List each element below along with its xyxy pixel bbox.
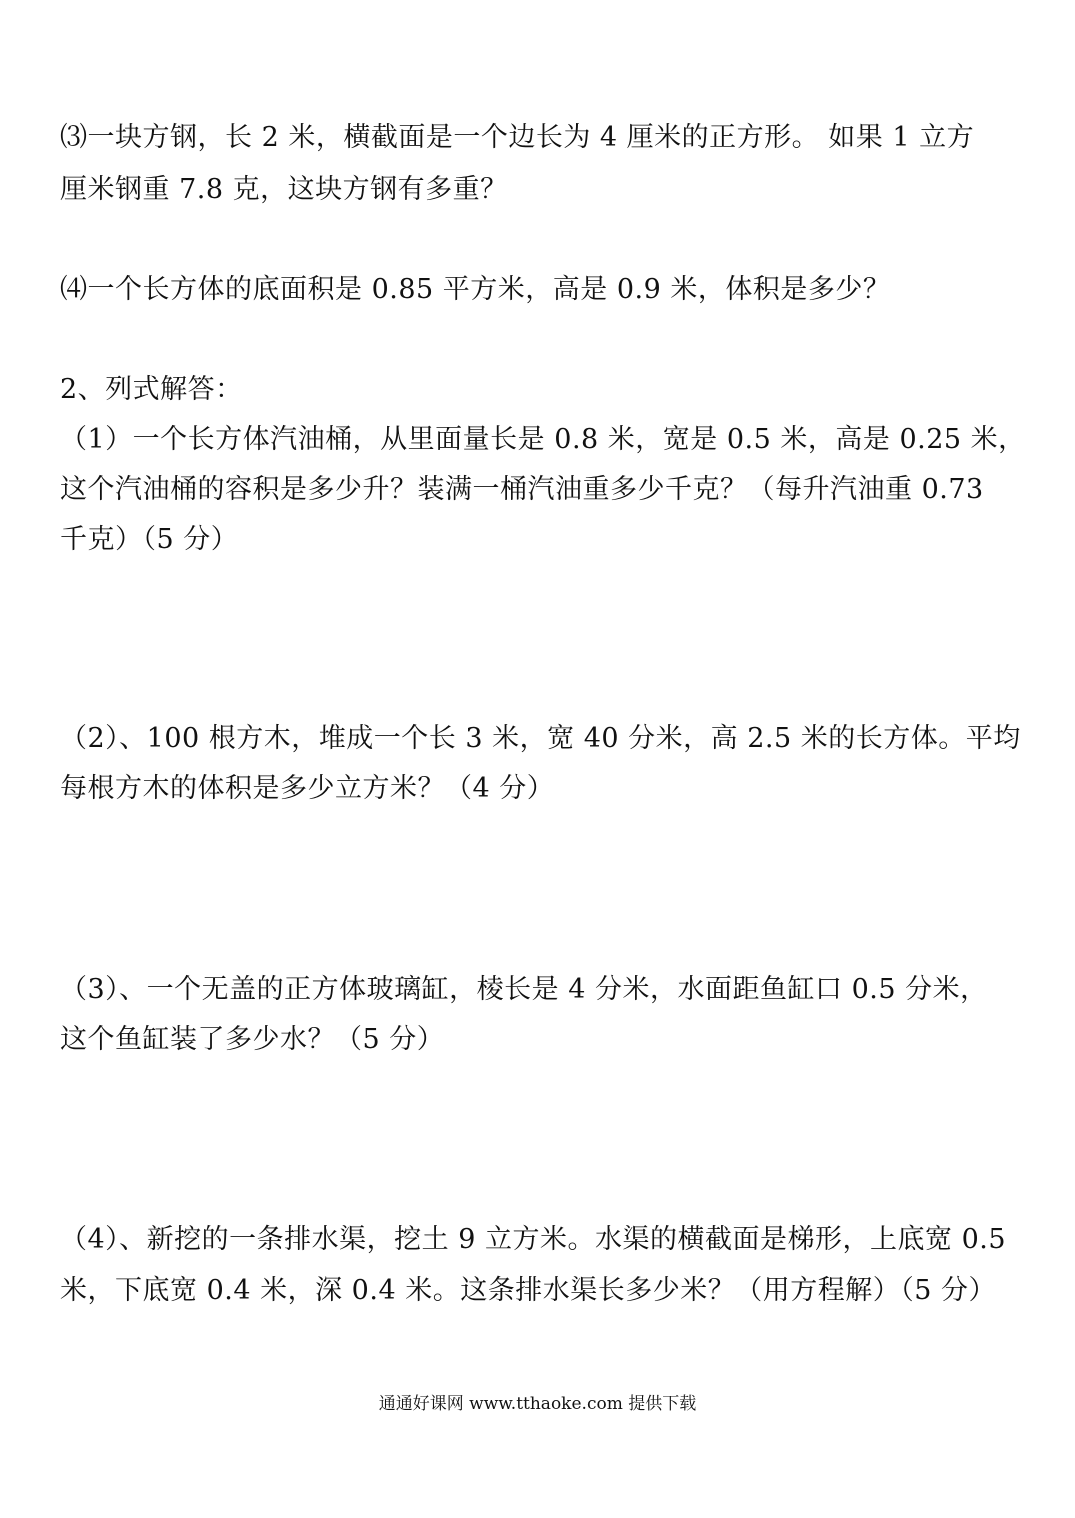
- problem-2-line-1: （2）、100 根方木，堆成一个长 3 米，宽 40 分米，高 2.5 米的长方体。平均: [60, 723, 1021, 754]
- question-3-line-2: 厘米钢重 7.8 克，这块方钢有多重？: [60, 174, 508, 205]
- problem-2-line-2: 每根方木的体积是多少立方米？（4 分）: [60, 773, 555, 804]
- problem-3-line-1: （3）、一个无盖的正方体玻璃缸，棱长是 4 分米，水面距鱼缸口 0.5 分米，: [60, 974, 988, 1005]
- problem-4-line-2: 米，下底宽 0.4 米，深 0.4 米。这条排水渠长多少米？（用方程解）（5 分）: [60, 1275, 996, 1306]
- section-2-heading: 2、列式解答：: [60, 374, 243, 405]
- problem-4-line-1: （4）、新挖的一条排水渠，挖土 9 立方米。水渠的横截面是梯形，上底宽 0.5: [60, 1224, 1007, 1255]
- problem-1-line-1: （1）一个长方体汽油桶，从里面量长是 0.8 米，宽是 0.5 米，高是 0.25 米，: [60, 424, 1026, 455]
- question-3-line-1: ⑶一块方钢，长 2 米，横截面是一个边长为 4 厘米的正方形。 如果 1 立方: [60, 122, 975, 153]
- question-4-line-1: ⑷一个长方体的底面积是 0.85 平方米，高是 0.9 米，体积是多少？: [60, 274, 891, 305]
- problem-1-line-2: 这个汽油桶的容积是多少升？装满一桶汽油重多少千克？（每升汽油重 0.73: [60, 474, 984, 505]
- problem-1-line-3: 千克）（5 分）: [60, 524, 239, 555]
- problem-3-line-2: 这个鱼缸装了多少水？（5 分）: [60, 1024, 445, 1055]
- footer-download-notice: 通通好课网 www.tthaoke.com 提供下载: [378, 1394, 697, 1414]
